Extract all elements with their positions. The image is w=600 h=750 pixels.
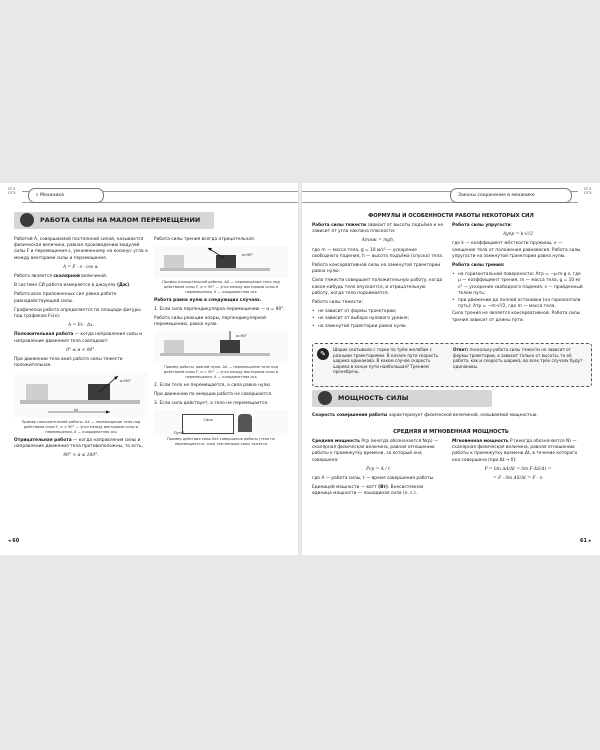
left-logo: ЕГЭ ОГЭ	[8, 187, 16, 195]
negative-work-figure: α>90°	[154, 246, 288, 278]
elastic-formula: Aупр = k·x²/2	[502, 232, 534, 238]
figure-runner-icon	[20, 213, 34, 227]
work-formula: A = F · s · cos α.	[62, 264, 100, 270]
fig-dx-label: Δx	[74, 408, 79, 413]
figure-runner-icon	[318, 391, 332, 405]
search-icon: ⌕	[36, 193, 41, 198]
instant-power-formula-2: = F · lim ΔS/Δt = F · v.	[493, 476, 543, 482]
power-definition: Скорость совершения работы характеризует физической величиной, называемой мощностью.	[312, 413, 538, 418]
positive-angle: 0° ≤ α < 90°.	[66, 347, 96, 353]
list-item: • не зависит от выбора нулевого уровня;	[312, 316, 444, 322]
left-column-1	[14, 237, 148, 462]
note-question: Шарик скатывали с горки по трём желобам с разными траекториями. В начале пути скорость шарика одинакова. В каком случае скорость шарика в конце пути наибольшая? Трением пренебречь.	[333, 347, 439, 375]
average-power-def: Средняя мощность Pср (иногда обозначается Nср) — скалярная физическая величина, равная отношению работы к промежутку времени, за который она совершена:	[312, 439, 439, 463]
zero-case-1: 1. Если сила перпендикулярна перемещению — α = 90°.	[154, 306, 285, 312]
positive-figure-caption: Пример положительной работы. ΔX — перемещение тела под действием силы F, α < 90° — угол между векторами силы и перемещения, X — координатная ось	[21, 420, 141, 435]
average-power-vars: где A — работа силы, t — время совершения работы.	[312, 476, 435, 482]
push-figure-caption: Пример действия силы без совершения работы (тело не перемещается): сила тем меньше силы тяжести	[167, 437, 275, 447]
work-definition: Работой A, совершаемой постоянной силой, называется физическая величина, равная произведению модулей силы F и перемещения s, умноженному на косинус угла α между векторами силы и перемещения.	[14, 237, 148, 261]
inertia-note: При движении по инерции работа не совершается.	[154, 392, 273, 397]
gravity-vars: где m — масса тела, g = 10 м/с² — ускорение свободного падения, h — высота подъёма (спуска) тела.	[312, 247, 444, 259]
graph-formula: A = Fs · Δx.	[68, 323, 94, 329]
average-power-formula: Pср = A / t	[366, 466, 390, 472]
scalar-note: Работа является скалярной величиной.	[14, 274, 108, 280]
average-power-column	[312, 439, 444, 501]
left-header-chip: ⌕ Механика	[28, 188, 104, 203]
list-item: • не зависит от формы траектории;	[312, 309, 444, 315]
graph-note: Графически работа определяется по площади фигуры под графиком Fs(x):	[14, 307, 141, 320]
right-section-title: МОЩНОСТЬ СИЛЫ	[338, 394, 409, 402]
left-column-2	[154, 237, 288, 450]
right-page	[302, 183, 600, 555]
negative-work: Отрицательная работа — когда направления силы и направление движения тела противоположны, то есть,	[14, 437, 143, 450]
left-page-number: ◂ 60	[8, 538, 20, 544]
gravity-down-note: При движении тела вниз работа силы тяжести положительная.	[14, 357, 123, 369]
negative-figure-caption: Пример отрицательной работы. ΔX — перемещение тела под действием силы F, α > 90° — угол между векторами силы и перемещения, X — координатная ось	[162, 280, 280, 294]
list-item: • на горизонтальной поверхности: Aтр = −μ·m·g·s, где μ — коэффициент трения, m — масса тела, g = 10 м/с² — ускорение свободного падения, s — пройденный телом путь;	[452, 272, 584, 297]
power-subhead: СРЕДНЯЯ И МГНОВЕННАЯ МОЩНОСТЬ	[393, 429, 509, 435]
book-spread	[0, 183, 600, 555]
instant-power-formula-1: P = lim ΔA/Δt = lim F·ΔS/Δt =	[484, 466, 552, 472]
gravity-sign-note: Сила тяжести совершает положительную работу, когда какое-нибудь тело опускается, и отрицательную работу, когда тело поднимается.	[312, 278, 443, 296]
question-note-box	[312, 343, 592, 387]
instant-power-column	[452, 439, 584, 485]
gravity-formula: Aтяж = mgh,	[361, 238, 395, 244]
watt-note: Единицей мощности — ватт (Вт). Внесистемная единица мощности — лошадиная сила (л. с.).	[312, 485, 424, 497]
normal-force-note: Работа силы реакции опоры, перпендикулярной перемещению, равна нулю.	[154, 316, 266, 328]
zero-figure-caption: Пример работы, равной нулю. ΔX — перемещение тела под действием силы F, α = 90° — угол между векторами силы и перемещения, X — координатная ось	[163, 365, 279, 379]
resultant-note: Работа всех приложенных сил равна работе равнодействующей силы.	[14, 292, 117, 304]
list-item: • при движении до полной остановки (на горизонтали путь): Aтр = −m·v²/2, где m — масса тела.	[452, 298, 584, 310]
right-column-2	[452, 223, 584, 327]
right-header-chip: Законы сохранения в механике	[450, 188, 572, 203]
friction-heading: Работа силы трения:	[452, 263, 505, 269]
friction-negative: Работа силы трения всегда отрицательная.	[154, 237, 255, 242]
person-icon	[238, 414, 252, 432]
positive-work: Положительная работа — когда направления силы и направление движения тела совпадают:	[14, 332, 143, 344]
friction-nonconservative: Сила трения не является консервативной. Работа силы трения зависит от длины пути.	[452, 311, 581, 323]
right-logo: ЕГЭ ОГЭ	[584, 187, 592, 195]
negative-angle: 90° < α ≤ 180°.	[63, 453, 99, 459]
right-title: ФОРМУЛЫ И ОСОБЕННОСТИ РАБОТЫ НЕКОТОРЫХ СИЛ	[368, 213, 534, 219]
conservative-note: Работа консервативной силы на замкнутой траектории равна нулю.	[312, 263, 441, 275]
positive-work-figure	[14, 372, 148, 418]
zero-case-3: 3. Если сила действует, а тело не перемещается.	[154, 401, 269, 407]
elastic-vars: где k — коэффициент жёсткости пружины, x — смещение тела от положения равновесия. Работа силы упругости на замкнутой траектории равна нулю.	[452, 241, 581, 259]
fig-alpha-label: α<90°	[120, 379, 132, 384]
left-page	[0, 183, 298, 555]
right-column-1	[312, 223, 444, 331]
zero-work-heading: Работа равна нулю в следующих случаях.	[154, 297, 262, 303]
list-item: • на замкнутой траектории равна нулю.	[312, 324, 444, 330]
zero-case-2: 2. Если тело не перемещается, а сила равна нулю.	[154, 382, 272, 388]
pencil-icon: ✎	[317, 348, 329, 360]
note-answer: Ответ: поскольку работа силы тяжести не зависит от формы траектории, а зависит только от высоты, то её работа, как и скорость шарика, во всех трёх случаях будут одинаковы.	[453, 347, 583, 369]
right-page-number: 61 ▸	[580, 538, 592, 544]
si-unit-note: В системе СИ работа измеряется в джоулях (Дж).	[14, 283, 131, 289]
elastic-work: Работа силы упругости:	[452, 223, 512, 228]
gravity-work: Работа силы тяжести зависит от высоты подъёма и не зависит от угла наклона плоскости:	[312, 223, 444, 235]
zero-work-figure: α=90°	[154, 331, 288, 363]
instant-power-def: Мгновенная мощность P (иногда обозначается N) — скалярная физическая величина, равная отношению работы к промежутку времени Δt, в течение которого она совершена (при Δt → 0):	[452, 439, 578, 463]
gravity-list-heading: Работа силы тяжести:	[312, 300, 363, 306]
left-section-title: РАБОТА СИЛЫ НА МАЛОМ ПЕРЕМЕЩЕНИИ	[40, 216, 201, 224]
push-wall-figure: Сила Путь?	[154, 410, 288, 436]
